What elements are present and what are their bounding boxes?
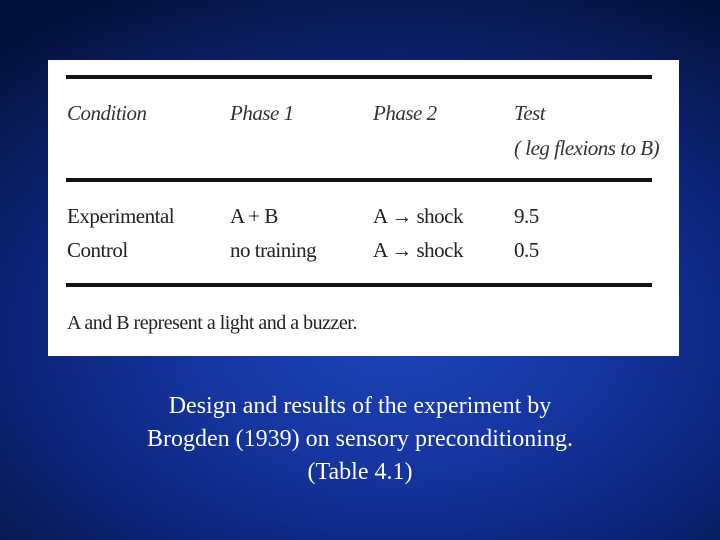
row-experimental-phase2: A → shock xyxy=(373,204,463,228)
row-control-phase2: A → shock xyxy=(373,238,463,262)
caption-line-3: (Table 4.1) xyxy=(307,459,413,485)
row-experimental-condition: Experimental xyxy=(67,204,175,228)
caption-line-1: Design and results of the experiment by xyxy=(168,393,552,419)
table-footnote: A and B represent a light and a buzzer. xyxy=(67,312,357,334)
row-experimental-test: 9.5 xyxy=(514,204,539,228)
table-top-rule xyxy=(66,75,652,79)
table-header-rule xyxy=(66,178,652,182)
slide-caption xyxy=(60,390,660,489)
table-bottom-rule xyxy=(66,283,652,287)
header-phase1: Phase 1 xyxy=(230,101,294,125)
row-experimental-phase1: A + B xyxy=(230,204,278,228)
caption-line-2: Brogden (1939) on sensory preconditioning. xyxy=(147,426,573,452)
row-control-condition: Control xyxy=(67,238,128,262)
header-test-unit: ( leg flexions to B) xyxy=(514,136,660,160)
table-image xyxy=(48,60,679,356)
row-control-phase1: no training xyxy=(230,238,317,262)
row-control-test: 0.5 xyxy=(514,238,539,262)
header-phase2: Phase 2 xyxy=(373,101,437,125)
header-test: Test xyxy=(514,101,546,125)
header-condition: Condition xyxy=(67,101,147,125)
